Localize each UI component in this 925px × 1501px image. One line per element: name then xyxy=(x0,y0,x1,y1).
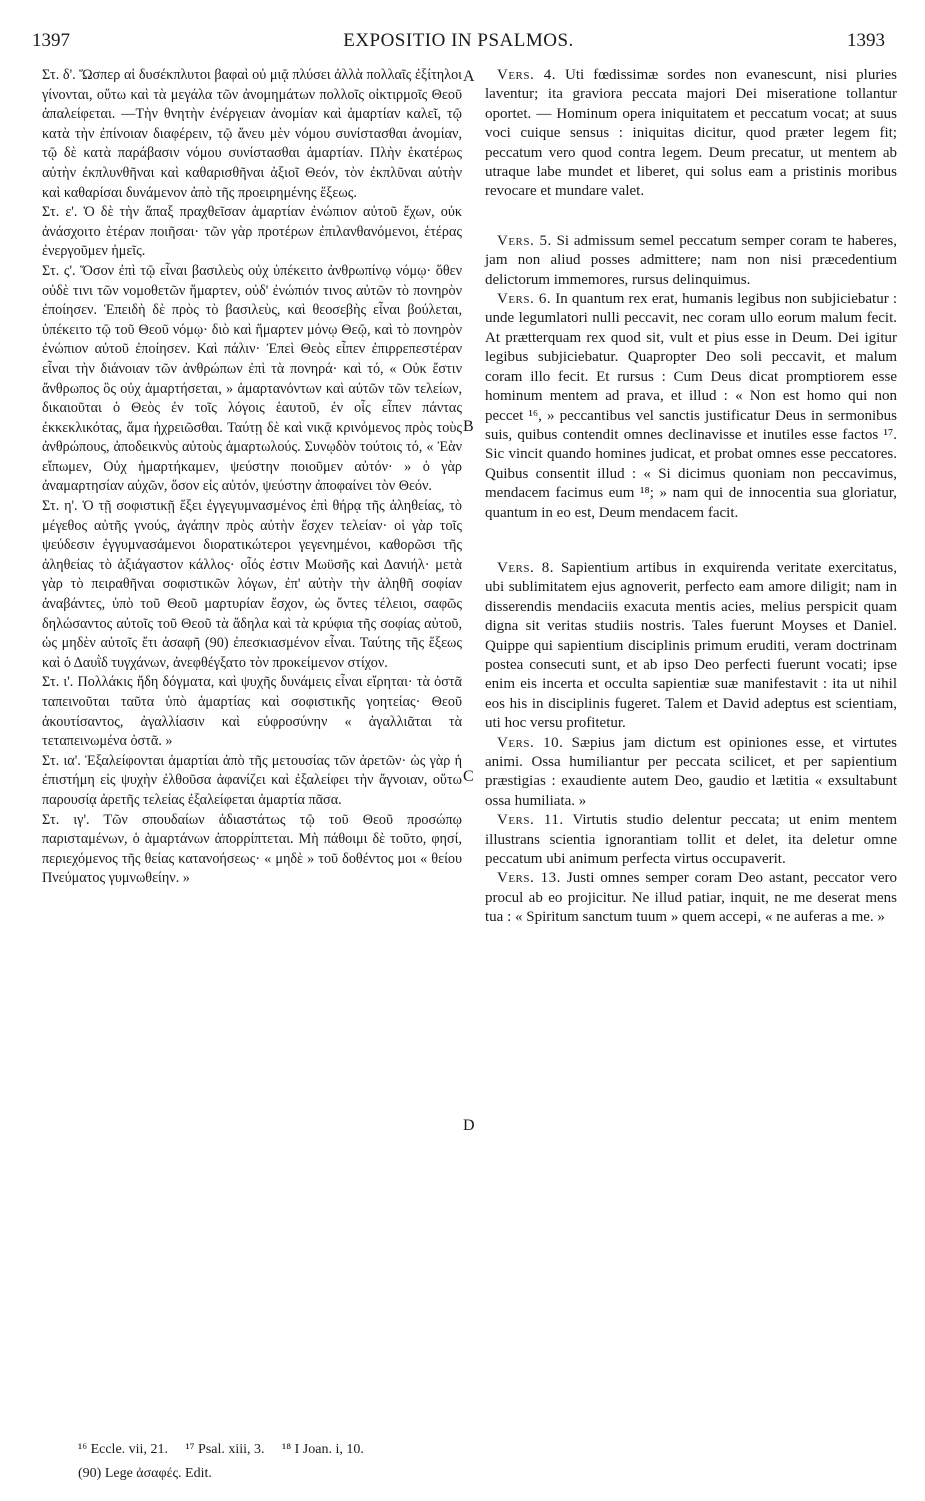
margin-marker-c: C xyxy=(463,768,474,785)
verse-text: Virtutis studio delentur peccata; ut enim mentem illustrans scientia ignorantiam tollit et delet, ita deletur omne peccatum ubi animum perfecta virtus occupaverit. xyxy=(485,812,898,868)
verse-label: Vers. 5. xyxy=(497,232,552,249)
footnote: ¹⁸ I Joan. i, 10. xyxy=(282,1442,364,1457)
running-title: EXPOSITIO IN PSALMOS. xyxy=(343,30,574,51)
latin-paragraph xyxy=(485,66,897,202)
left-page-number: 1397 xyxy=(32,30,70,51)
footnote-line xyxy=(78,1462,498,1486)
verse-label: Vers. 10. xyxy=(497,734,564,751)
verse-label: Vers. 6. xyxy=(497,291,552,308)
footnotes xyxy=(78,1438,498,1486)
verse-label: Vers. 13. xyxy=(497,870,561,887)
right-page-number: 1393 xyxy=(847,30,885,51)
greek-paragraph: Στ. ι'. Πολλάκις ἤδη δόγματα, καὶ ψυχῆς δυνάμεις εἶναι εἴρηται· τὰ ὀστᾶ ταπεινοῦται ταῦτα ὑπὸ ἁμαρτίας καὶ σοφιστικῆς γοητείας· Θεοῦ ἀκουτίσαντος, ἀγαλλίασιν καὶ εὐφροσύνην « ἀγαλλιᾶται τὰ τεταπεινωμένα ὀστᾶ. » xyxy=(42,674,462,750)
verse-text: Sapientium artibus in exquirenda veritate exercitatus, ubi sublimitatem ejus agnoverit, perfecto eam amore diligit; nam in disserendis mendaciis exacuta mentis acies, melius perspicit quam digna sit veritas studiis nostris. Tales fuerunt Moyses et Daniel. Quippe qui sapientium disciplinis primum eruditi, veram doctrinam postea consecuti sunt, et ab ipso Deo perfecti fuerunt vocati; ipse enim eis incerta et occulta sapientiæ suæ manifestavit : ita ut nihil eos his in disciplinis fugeret. Talem et David adeptus est scientiam, uti hoc versu profitetur. xyxy=(485,559,897,732)
latin-paragraph xyxy=(485,734,897,812)
footnote-line xyxy=(78,1438,498,1462)
footnote: ¹⁶ Eccle. vii, 21. xyxy=(78,1442,168,1457)
verse-label: Vers. 11. xyxy=(497,812,564,829)
page-header xyxy=(32,30,885,60)
verse-text: In quantum rex erat, humanis legibus non subjiciebatur : unde legumlatori nulli peccavit, nec coram ullo eorum malum fecit. At prætterquam rex quod sit, vult et pius esse in Deum. Dei igitur legibus subjiciebatur. Quapropter Deo soli peccavit, et malum coram illo fecit. Et rursus : Cum Deus dicat promptiorem esse hominum mentem ad prava, et illud : « Non est homo qui non peccet ¹⁶, » peccantibus vel sanctis justificatur Deus in sermonibus suis, quibus contendit omnes declinavisse et inutiles esse factos ¹⁷. Sic vincit quando homines judicat, et probat omnes esse peccatores. Quibus consentit illud : « Si dicimus quoniam non peccavimus, mendacem facimus eum ¹⁸; » nam qui de innocentia sua gloriatur, quantum in eo est, Deum mendacem facit. xyxy=(485,291,898,521)
margin-marker-d: D xyxy=(463,1117,475,1134)
verse-text: Sæpius jam dictum est opiniones esse, et virtutes animi. Ossa humiliantur per peccata scilicet, et per sapientium præstigias : exaudiente autem Deo, gaudio et lætitia « exsultabunt ossa humiliata. » xyxy=(485,734,898,809)
greek-paragraph: Στ. ε'. Ὁ δὲ τὴν ἅπαξ πραχθεῖσαν ἁμαρτίαν ἐνώπιον αὐτοῦ ἔχων, οὐκ ἀνάσχοιτο ἑτέραν ποιῆσαι· τῶν γὰρ προτέρων ἐπιλανθανόμενοι, ἑτέρας ἐνεργοῦμεν ἡμεῖς. xyxy=(42,204,462,260)
latin-column xyxy=(485,66,897,928)
margin-marker-a: A xyxy=(463,68,475,85)
greek-paragraph: Στ. η'. Ὁ τῇ σοφιστικῇ ἕξει ἐγγεγυμνασμένος ἐπὶ θήρᾳ τῆς ἀληθείας, τὸ μέγεθος αὐτῆς γνούς, ἀγάπην πρὸς αὐτὴν ἔσχεν τελείαν· οἱ γὰρ τοῖς ψεύδεσιν ἐγγυμνασάμενοι διορατικώτεροι γεγενημένοι, καθορῶσι τῆς ἀληθείας τὸ ἀξιάγαστον κάλλος· οἷός ἐστιν Μωϋσῆς καὶ Δανιήλ· μετὰ γὰρ τὸ πειραθῆναι σοφιστικῶν λόγων, ἐπ' αὐτὴν τὴν ἀληθῆ σοφίαν ἀναβάντες, ὑπὸ τοῦ Θεοῦ μαρτυρίαν ἔσχον, ὡς ὄντες τέλειοι, σαφῶς δηλώσαντος αὐτοῖς τοῦ Θεοῦ τὰ ἄδηλα καὶ τὰ κρύφια τῆς σοφίας αὐτοῦ, ὡς μηδὲν αὐτοῖς ἔτι ἀσαφῆ (90) ἐπεσκιασμένον εἶναι. Ταύτης τῆς ἕξεως καὶ ὁ Δαυῒδ τυγχάνων, ἀνεφθέγξατο τὸν προκείμενον στίχον. xyxy=(42,498,462,671)
latin-paragraph xyxy=(485,811,897,869)
verse-text: Justi omnes semper coram Deo astant, peccator vero procul ab eo projicitur. Ne illud patiar, inquit, ne me deserat mens tua : « Spiritum sanctum tuum » quem accepi, « ne auferas a me. » xyxy=(485,870,898,926)
latin-paragraph xyxy=(485,290,897,523)
editor-note: (90) Lege ἀσαφές. Edit. xyxy=(78,1466,212,1481)
verse-label: Vers. 4. xyxy=(497,67,557,83)
footnote: ¹⁷ Psal. xiii, 3. xyxy=(185,1442,265,1457)
latin-paragraph xyxy=(485,232,897,290)
greek-paragraph: Στ. δ'. Ὥσπερ αἱ δυσέκπλυτοι βαφαὶ οὐ μιᾷ πλύσει ἀλλὰ πολλαῖς ἐξίτηλοι γίνονται, οὕτω καὶ τὰ μεγάλα τῶν ἀνομημάτων πολλοῖς οἰκτιρμοῖς Θεοῦ ἀπαλείφεται. —Τὴν θνητὴν ἐνέργειαν ἀνομίαν καὶ ἁμαρτίαν καλεῖ, τῷ κατὰ τὴν ἐπίνοιαν διαφέρειν, τῷ ἄνευ μὲν νόμου συνίστασθαι ἀνομίαν, τῷ δὲ κατὰ παράβασιν νόμου συνίστασθαι ἁμαρτίαν. Πλὴν ἑκατέρως αὐτὴν ἐκπλυνθῆναι καὶ καθαρισθῆναι ἀξιοῖ Θεόν, τὸν ἐκπλῦναι αὐτὴν καὶ καθαρίσαι δυνάμενον ἀπὸ τῆς προειρημένης ἕξεως. xyxy=(42,67,462,201)
greek-paragraph: Στ. ια'. Ἐξαλείφονται ἁμαρτίαι ἀπὸ τῆς μετουσίας τῶν ἀρετῶν· ὡς γὰρ ἡ ἐπιστήμη εἰς ψυχὴν ἐλθοῦσα ἀφανίζει καὶ ἐξαλείφει τὴν ἄγνοιαν, οὕτω παρουσίᾳ ἀρετῆς τελείας ἐξαλείφεται ἁμαρτία πᾶσα. xyxy=(42,752,462,808)
verse-label: Vers. 8. xyxy=(497,559,554,576)
greek-paragraph: Στ. ς'. Ὅσον ἐπὶ τῷ εἶναι βασιλεὺς οὐχ ὑπέκειτο ἀνθρωπίνῳ νόμῳ· ὅθεν οὐδὲ τινι τῶν νομοθετῶν ἥμαρτεν, οὐδ' ἐνώπιόν τινος αὐτῶν τὸ πονηρὸν ἐποίησεν. Ἐπειδὴ δὲ πρὸς τὸ βασιλεὺς, καὶ θεοσεβὴς εἶναι βούλεται, ὑπέκειτο τῷ τοῦ Θεοῦ νόμῳ· διὸ καὶ ἥμαρτεν μόνῳ Θεῷ, καὶ τὸ πονηρὸν ἐνώπιον αὐτοῦ ἐποίησεν. Καὶ πάλιν· Ἐπεὶ Θεὸς εἶπεν ἐπιρρεπεστέραν εἶναι τὴν διάνοιαν τῶν ἀνθρώπων ἐπὶ τὰ πονηρά· καὶ τό, « Οὐκ ἔστιν ἄνθρωπος ὃς οὐχ ἁμαρτήσεται, » ἁμαρτανόντων καὶ αὐτῶν τῶν τελείων, δικαιοῦται ὁ Θεὸς ἐν τοῖς λόγοις ἑαυτοῦ, ἐν οἷς εἶπεν πάντας ἐκκεκλικότας, ἅμα ἠχρειῶσθαι. Ταύτῃ δὲ καὶ νικᾷ κρινόμενος πρὸς τοὺς ἀνθρώπους, ἀποδεικνὺς αὐτοὺς ἁμαρτωλούς. Συνῳδὸν τούτοις τό, « Ἐὰν εἴπωμεν, Οὐχ ἡμαρτήκαμεν, ψεύστην ποιοῦμεν αὐτόν· » ὁ γὰρ ἀναμαρτησίαν αὐχῶν, ὅσον εἰς αὐτόν, ψεύστην ἀποφαίνει τὸν Θεόν. xyxy=(42,262,462,495)
greek-column xyxy=(42,66,462,889)
latin-paragraph xyxy=(485,559,897,734)
verse-text: Uti fœdissimæ sordes non evanescunt, nisi pluries laventur; ita graviora peccata majori Dei miseratione tollantur oportet. — Hominum opera iniquitatem et peccatum vocat; at suus voci cuique sensus : iniquitas dicitur, quod præter legem fit; peccatum vero quod contra legem. Deum precatur, ut mentem ab utraque labe mundet et liberet, qui solus eam a pristinis moribus revocare et mundare valet. xyxy=(485,67,898,200)
latin-paragraph xyxy=(485,869,897,927)
verse-text: Si admissum semel peccatum semper coram te haberes, jam non aliud posses admittere; nam non nisi præcedentium delictorum immemores, rursus delinquimus. xyxy=(485,232,897,288)
greek-paragraph: Στ. ιγ'. Τῶν σπουδαίων ἀδιαστάτως τῷ τοῦ Θεοῦ προσώπῳ παρισταμένων, ὁ ἁμαρτάνων ἀπορρίπτεται. Μὴ πάθοιμι δὲ τοῦτο, φησί, περιεχόμενος τῆς θείας κατανοήσεως· « μηδὲ » τοῦ δοθέντος μοι « θείου Πνεύματος γυμνωθείην. » xyxy=(42,811,462,887)
margin-marker-b: B xyxy=(463,418,474,435)
